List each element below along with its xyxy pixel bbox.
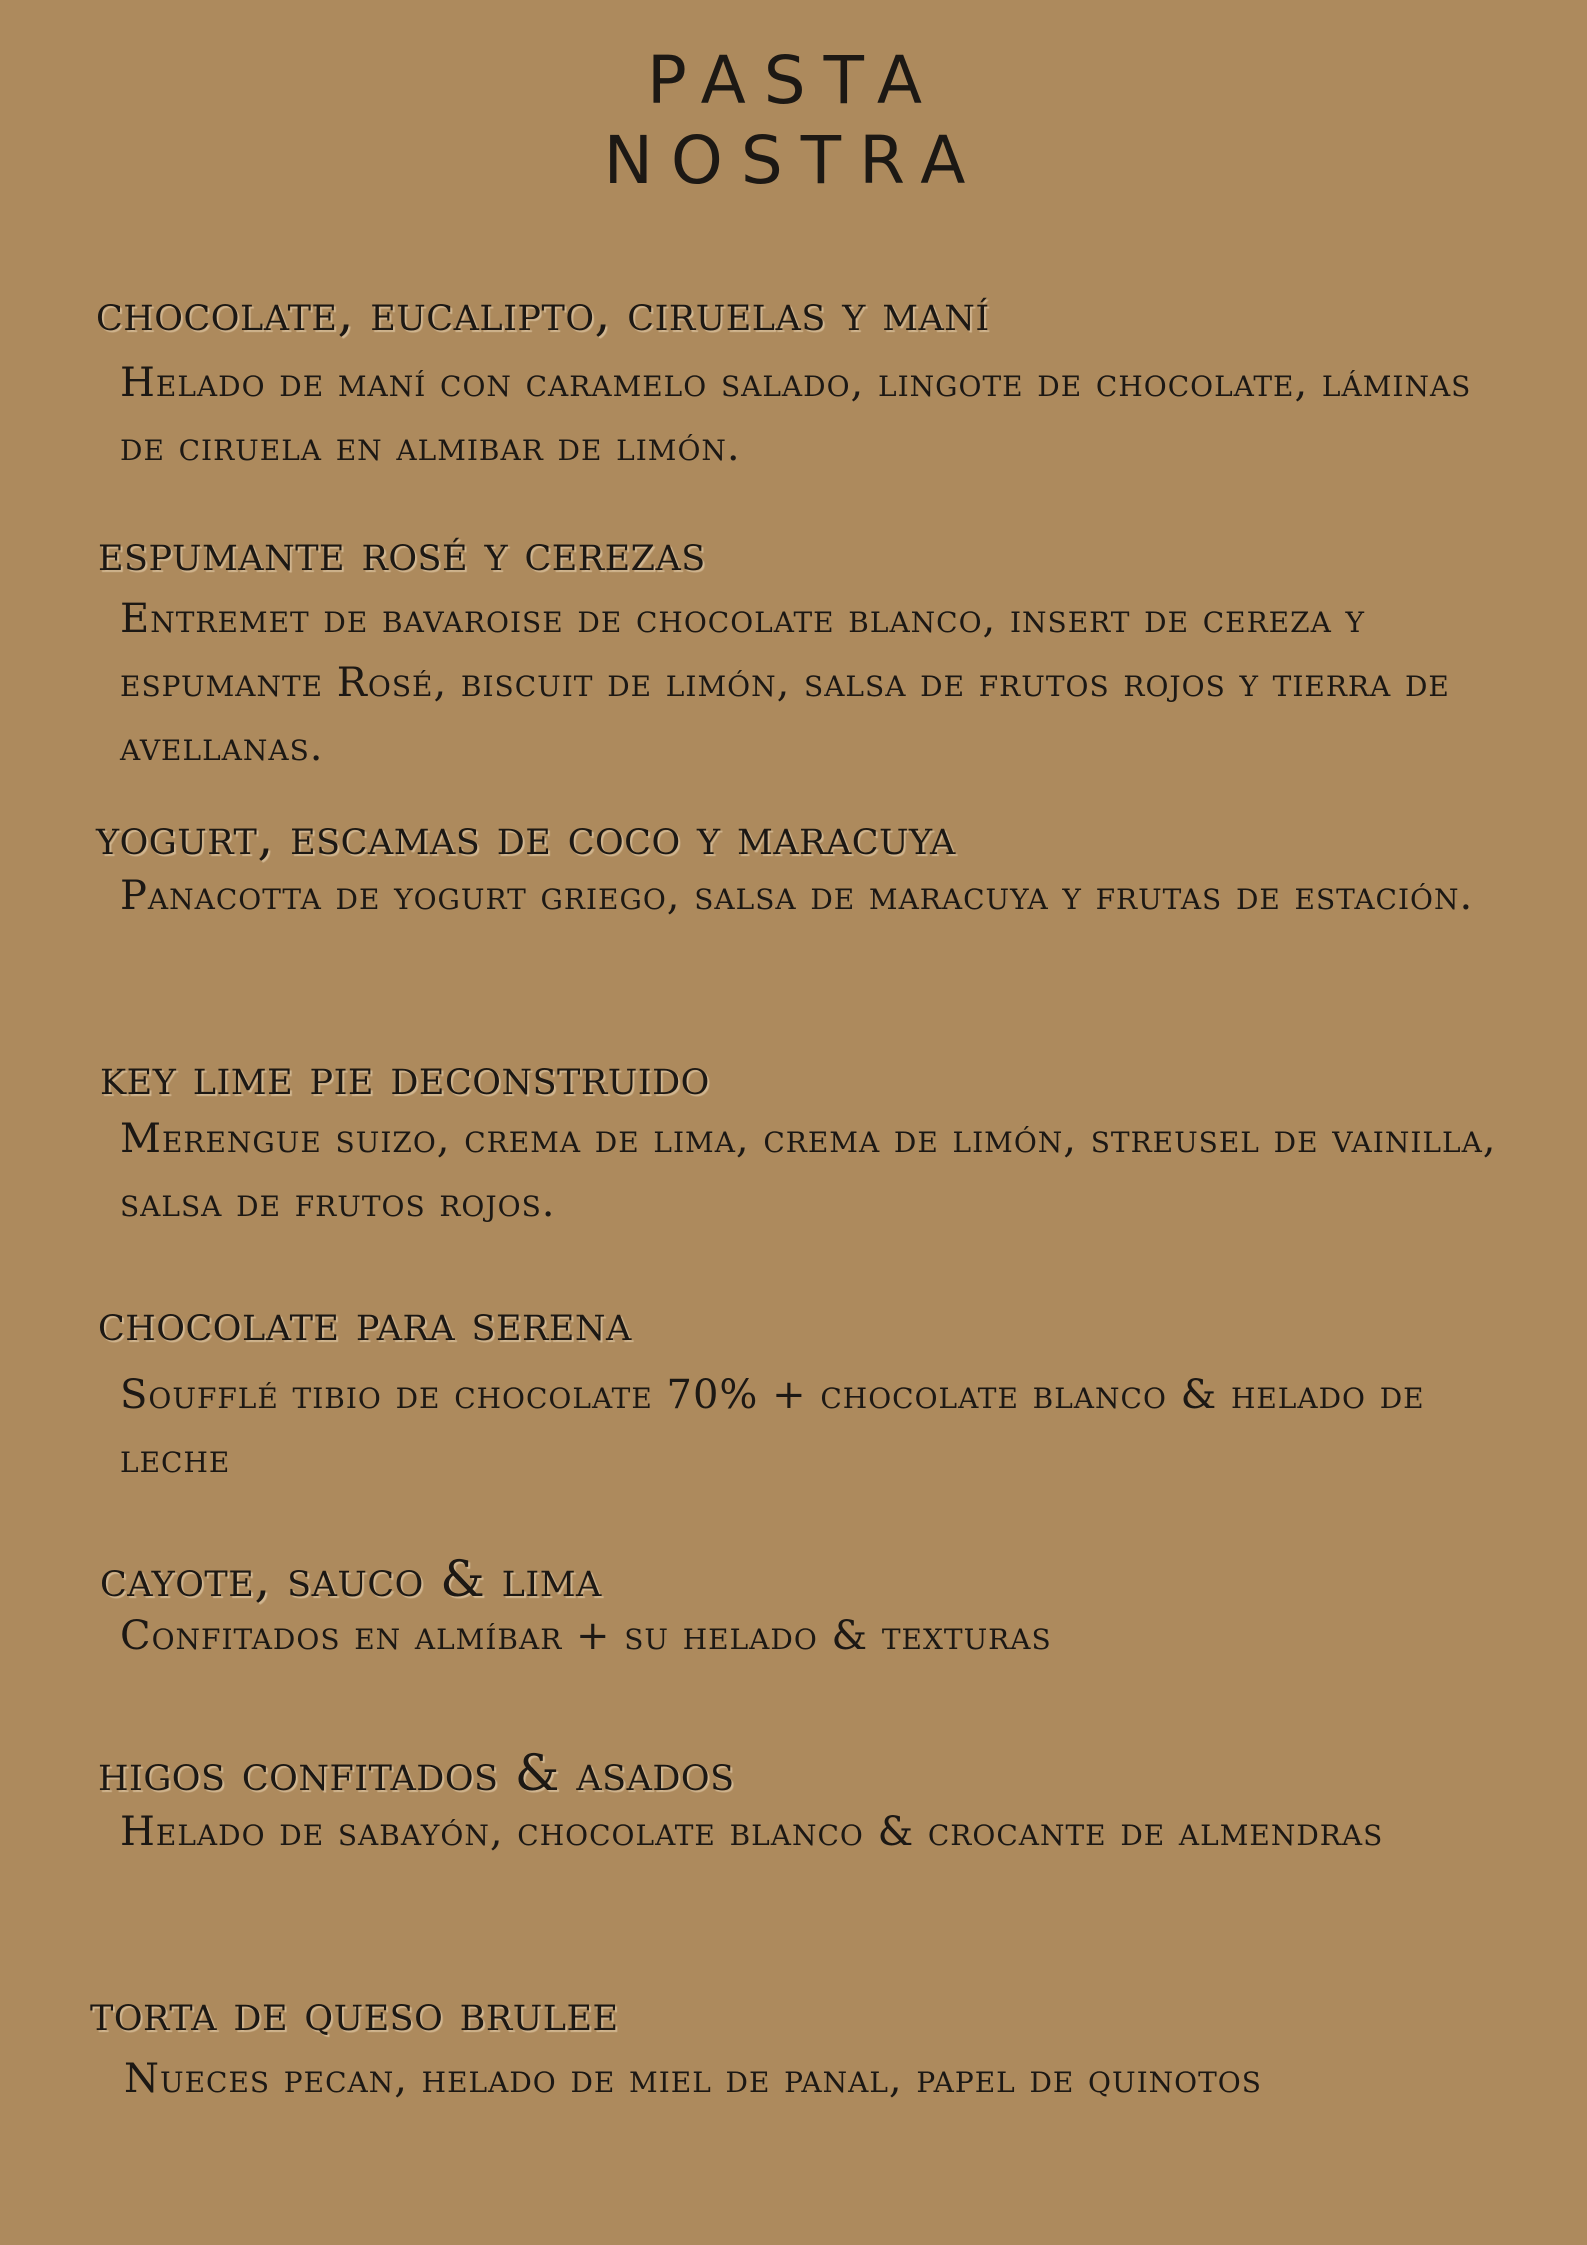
item-description-espumante-rose: Entremet de bavaroise de chocolate blanco, insert de cereza y espumante Rosé, biscuit de limón, salsa de frutos rojos y tierra de avellanas. xyxy=(120,596,1450,770)
item-description-chocolate-eucalipto: Helado de maní con caramelo salado, lingote de chocolate, láminas de ciruela en almibar de limón. xyxy=(120,360,1472,470)
item-title-torta-queso: torta de queso brulee xyxy=(90,1984,619,2042)
menu-title-line-1: PASTA xyxy=(647,42,940,119)
item-title-chocolate-eucalipto: chocolate, eucalipto, ciruelas y maní xyxy=(96,284,990,342)
item-title-key-lime-pie: key lime pie deconstruido xyxy=(100,1048,710,1106)
item-title-higos-confitados: higos confitados & asados xyxy=(98,1744,735,1802)
menu-title-line-2: NOSTRA xyxy=(603,122,984,199)
item-description-cayote-sauco: Confitados en almíbar + su helado & texturas xyxy=(120,1613,1052,1659)
item-title-chocolate-serena: chocolate para serena xyxy=(98,1294,632,1352)
item-title-cayote-sauco: cayote, sauco & lima xyxy=(100,1550,602,1608)
item-description-chocolate-serena: Soufflé tibio de chocolate 70% + chocolate blanco & helado de leche xyxy=(120,1372,1425,1482)
item-description-key-lime-pie: Merengue suizo, crema de lima, crema de limón, streusel de vainilla, salsa de frutos rojos. xyxy=(120,1116,1497,1226)
item-title-espumante-rose: espumante rosé y cerezas xyxy=(98,524,706,582)
item-description-torta-queso: Nueces pecan, helado de miel de panal, papel de quinotos xyxy=(124,2056,1262,2102)
item-description-higos-confitados: Helado de sabayón, chocolate blanco & crocante de almendras xyxy=(120,1809,1384,1855)
item-title-yogurt-coco: yogurt, escamas de coco y maracuya xyxy=(96,808,956,866)
item-description-yogurt-coco: Panacotta de yogurt griego, salsa de maracuya y frutas de estación. xyxy=(120,873,1474,919)
